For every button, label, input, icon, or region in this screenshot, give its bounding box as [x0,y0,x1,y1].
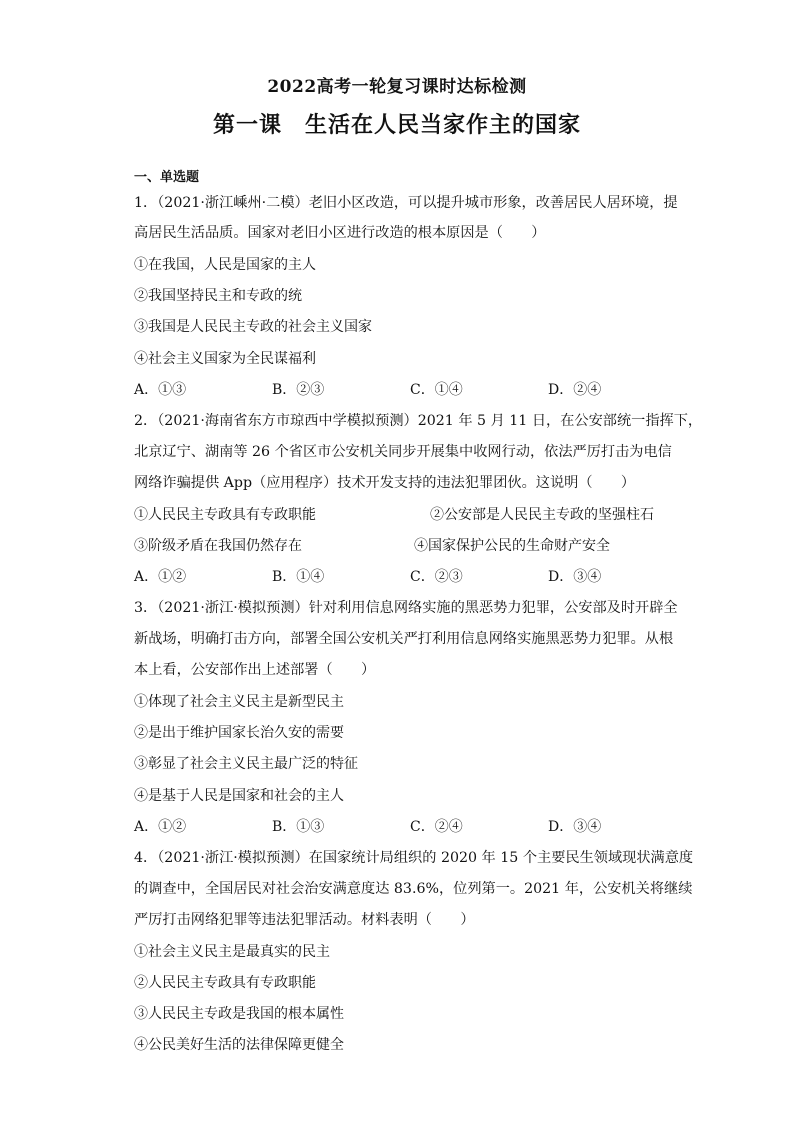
answer-choice-d: D．②④ [548,382,602,398]
statement-3: ③人民民主专政是我国的根本属性 [134,1006,344,1022]
question-line: 3．（2021·浙江·模拟预测）针对利用信息网络实施的黑恶势力犯罪，公安部及时开辟全 [134,600,678,616]
statement-4: ④是基于人民是国家和社会的主人 [134,788,344,804]
question-line: 高居民生活品质。国家对老旧小区进行改造的根本原因是（ ） [134,225,546,241]
lesson-title: 第一课 生活在人民当家作主的国家 [212,112,581,138]
statement-3: ③我国是人民民主专政的社会主义国家 [134,319,372,335]
statement-4: ④公民美好生活的法律保障更健全 [134,1037,344,1053]
question-line: 本上看，公安部作出上述部署（ ） [134,662,376,678]
answer-choice-c: C．②③ [410,569,463,585]
answer-choice-a: A．①② [134,819,187,835]
statement-3: ③彰显了社会主义民主最广泛的特征 [134,756,358,772]
answer-choice-a: A．①③ [134,382,187,398]
section-heading: 一、单选题 [134,170,200,185]
answer-choice-d: D．③④ [548,819,602,835]
statement-1: ①社会主义民主是最真实的民主 [134,944,330,960]
answer-choice-d: D．③④ [548,569,602,585]
statement-4: ④国家保护公民的生命财产安全 [414,538,610,554]
statement-2: ②是出于维护国家长治久安的需要 [134,725,344,741]
answer-choice-c: C．①④ [410,382,463,398]
statement-1: ①体现了社会主义民主是新型民主 [134,694,344,710]
question-line: 网络诈骗提供 App（应用程序）技术开发支持的违法犯罪团伙。这说明（ ） [134,475,636,491]
question-line: 北京辽宁、湖南等 26 个省区市公安机关同步开展集中收网行动，依法严厉打击为电信 [134,444,672,460]
statement-2: ②人民民主专政具有专政职能 [134,975,316,991]
answer-choice-b: B．①④ [272,569,325,585]
statement-1: ①人民民主专政具有专政职能 [134,507,316,523]
statement-2: ②我国坚持民主和专政的统 [134,288,302,304]
statement-2: ②公安部是人民民主专政的坚强柱石 [430,507,654,523]
question-line: 2．（2021·海南省东方市琼西中学模拟预测）2021 年 5 月 11 日，在公安部统一指挥下， [134,413,703,429]
answer-choice-b: B．②③ [272,382,325,398]
answer-choice-c: C．②④ [410,819,463,835]
question-line: 严厉打击网络犯罪等违法犯罪活动。材料表明（ ） [134,912,475,928]
statement-1: ①在我国，人民是国家的主人 [134,257,316,273]
statement-4: ④社会主义国家为全民谋福利 [134,351,316,367]
question-line: 的调查中，全国居民对社会治安满意度达 83.6%，位列第一。2021 年，公安机关将继续 [134,881,693,897]
document-title: 2022高考一轮复习课时达标检测 [267,77,527,97]
answer-choice-a: A．①② [134,569,187,585]
question-line: 新战场，明确打击方向，部署全国公安机关严打利用信息网络实施黑恶势力犯罪。从根 [134,631,674,647]
question-line: 1．（2021·浙江嵊州·二模）老旧小区改造，可以提升城市形象，改善居民人居环境，提 [134,195,678,211]
statement-3: ③阶级矛盾在我国仍然存在 [134,538,302,554]
answer-choice-b: B．①③ [272,819,325,835]
question-line: 4．（2021·浙江·模拟预测）在国家统计局组织的 2020 年 15 个主要民生领域现状满意度 [134,850,694,866]
